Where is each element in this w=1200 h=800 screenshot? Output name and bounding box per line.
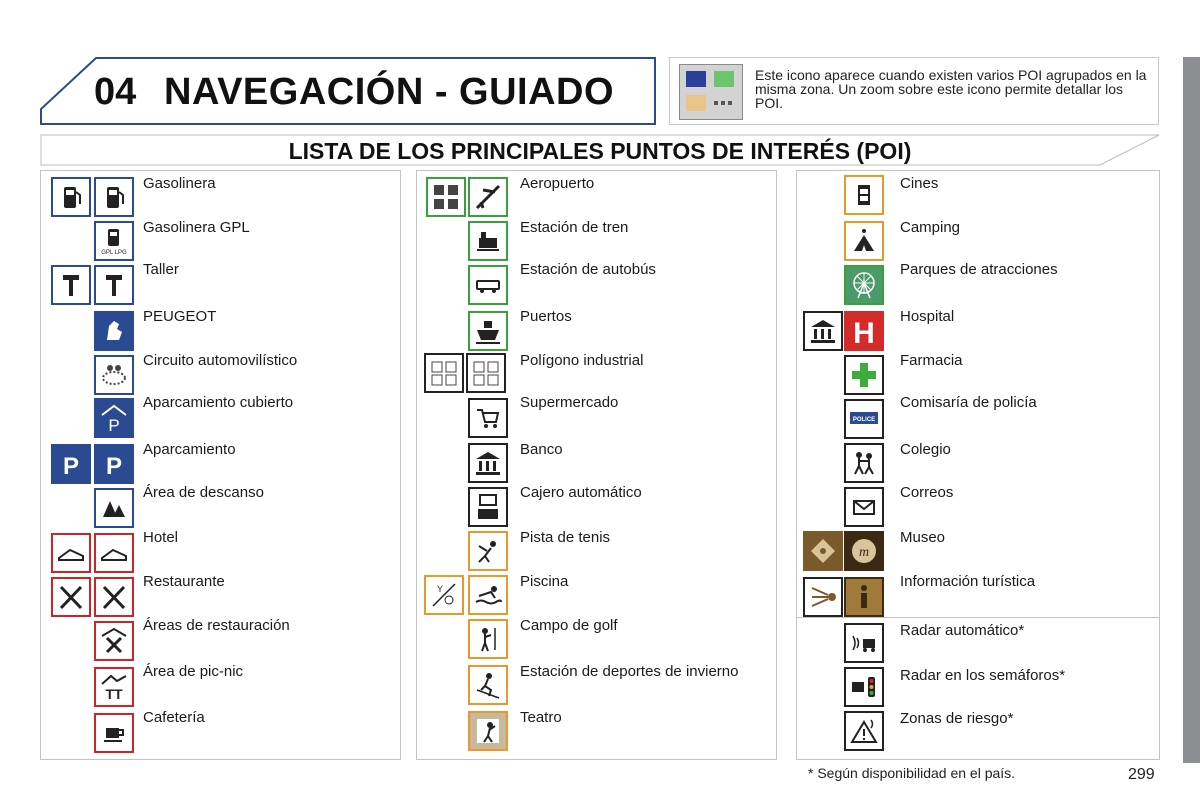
bus-icon bbox=[468, 265, 508, 305]
shopping-cart-icon bbox=[468, 398, 508, 438]
swimming-icon bbox=[468, 575, 508, 615]
envelope-icon bbox=[844, 487, 884, 527]
rest-area-icon bbox=[94, 488, 134, 528]
tennis-icon bbox=[468, 531, 508, 571]
fuel-pump-icon bbox=[94, 177, 134, 217]
poi-label: Museo bbox=[900, 529, 946, 546]
svg-text:H: H bbox=[853, 317, 875, 346]
poi-label: Comisaría de policía bbox=[900, 394, 1037, 411]
poi-label: Puertos bbox=[520, 308, 572, 325]
race-circuit-icon bbox=[94, 355, 134, 395]
monument-icon bbox=[803, 311, 843, 351]
column-divider bbox=[797, 617, 1159, 618]
svg-text:Y: Y bbox=[437, 584, 444, 594]
poi-label: Cafetería bbox=[143, 709, 205, 726]
poi-label: PEUGEOT bbox=[143, 308, 217, 325]
poi-label: Taller bbox=[143, 261, 179, 278]
school-children-icon bbox=[844, 443, 884, 483]
film-icon bbox=[844, 175, 884, 215]
industrial-zone-icon bbox=[466, 353, 506, 393]
poi-column-1 bbox=[40, 170, 401, 760]
poi-label: Área de descanso bbox=[143, 484, 264, 501]
speed-camera-icon bbox=[844, 623, 884, 663]
poi-label: Campo de golf bbox=[520, 617, 618, 634]
museum-m-icon bbox=[844, 531, 884, 571]
atm-icon bbox=[468, 487, 508, 527]
poi-label: Aeropuerto bbox=[520, 175, 595, 192]
poi-label: Polígono industrial bbox=[520, 352, 644, 369]
chapter-title: NAVEGACIÓN - GUIADO bbox=[164, 71, 615, 113]
poi-label: Cines bbox=[900, 175, 939, 192]
bank-icon bbox=[468, 443, 508, 483]
poi-column-3 bbox=[796, 170, 1160, 760]
poi-label: Áreas de restauración bbox=[143, 617, 290, 634]
svg-text:P: P bbox=[62, 453, 80, 479]
poi-label: Piscina bbox=[520, 573, 569, 590]
industrial-zone-icon bbox=[424, 353, 464, 393]
poi-label: Radar en los semáforos* bbox=[900, 667, 1066, 684]
poi-label: Farmacia bbox=[900, 352, 963, 369]
poi-label: Radar automático* bbox=[900, 622, 1025, 639]
grouped-poi-icon bbox=[679, 64, 743, 120]
page-number: 299 bbox=[1128, 766, 1155, 783]
section-header bbox=[40, 134, 1160, 166]
covered-parking-icon bbox=[94, 398, 134, 438]
svg-text:m: m bbox=[858, 545, 870, 560]
gpl-icon-text: GPL LPG bbox=[101, 250, 127, 256]
info-i-icon bbox=[844, 577, 884, 617]
police-icon bbox=[844, 399, 884, 439]
camping-icon bbox=[844, 221, 884, 261]
parking-icon bbox=[94, 444, 134, 484]
poi-label: Gasolinera GPL bbox=[143, 219, 250, 236]
food-area-icon bbox=[94, 621, 134, 661]
poi-label: Gasolinera bbox=[143, 175, 216, 192]
poi-label: Camping bbox=[900, 219, 961, 236]
bed-icon bbox=[94, 533, 134, 573]
peugeot-lion-icon bbox=[94, 311, 134, 351]
poi-label: Estación de deportes de invierno bbox=[520, 663, 739, 680]
footnote: * Según disponibilidad en el país. bbox=[808, 765, 1016, 781]
traffic-light-camera-icon bbox=[844, 667, 884, 707]
svg-text:P: P bbox=[105, 453, 123, 479]
poi-label: Aparcamiento bbox=[143, 441, 236, 458]
theatre-icon bbox=[468, 711, 508, 751]
golf-icon bbox=[468, 619, 508, 659]
fork-knife-icon bbox=[51, 577, 91, 617]
fuel-pump-icon bbox=[51, 177, 91, 217]
poi-label: Información turística bbox=[900, 573, 1036, 590]
poi-label: Aparcamiento cubierto bbox=[143, 394, 294, 411]
police-icon-text: POLICE bbox=[852, 417, 876, 423]
wrench-icon bbox=[94, 265, 134, 305]
tourist-sight-icon bbox=[803, 577, 843, 617]
picnic-icon bbox=[94, 667, 134, 707]
poi-label: Teatro bbox=[520, 709, 562, 726]
poi-label: Hospital bbox=[900, 308, 955, 325]
museum-diamond-icon bbox=[803, 531, 843, 571]
hospital-h-icon bbox=[844, 311, 884, 351]
poi-label: Cajero automático bbox=[520, 484, 642, 501]
airplane-icon bbox=[468, 177, 508, 217]
transport-group-icon bbox=[426, 177, 466, 217]
poi-label: Pista de tenis bbox=[520, 529, 611, 546]
poi-label: Restaurante bbox=[143, 573, 225, 590]
note-box bbox=[669, 57, 1159, 125]
bed-icon bbox=[51, 533, 91, 573]
poi-label: Supermercado bbox=[520, 394, 619, 411]
poi-label: Colegio bbox=[900, 441, 951, 458]
poi-label: Parques de atracciones bbox=[900, 261, 1058, 278]
poi-label: Correos bbox=[900, 484, 954, 501]
svg-text:TT: TT bbox=[105, 686, 123, 702]
chapter-number: 04 bbox=[94, 71, 137, 113]
poi-label: Banco bbox=[520, 441, 563, 458]
poi-column-2 bbox=[416, 170, 777, 760]
poi-label: Área de pic-nic bbox=[143, 663, 244, 680]
pharmacy-cross-icon bbox=[844, 355, 884, 395]
side-tab bbox=[1183, 57, 1200, 763]
poi-label: Circuito automovilístico bbox=[143, 352, 298, 369]
svg-text:P: P bbox=[108, 416, 120, 433]
fork-knife-icon bbox=[94, 577, 134, 617]
poi-label: Hotel bbox=[143, 529, 179, 546]
wrench-icon bbox=[51, 265, 91, 305]
parking-icon bbox=[51, 444, 91, 484]
gpl-fuel-icon bbox=[94, 221, 134, 261]
ship-icon bbox=[468, 311, 508, 351]
ferris-wheel-icon bbox=[844, 265, 884, 305]
section-title: LISTA DE LOS PRINCIPALES PUNTOS DE INTERÉS (POI) bbox=[288, 138, 912, 164]
coffee-cup-icon bbox=[94, 713, 134, 753]
poi-label: Estación de autobús bbox=[520, 261, 656, 278]
skiing-icon bbox=[468, 665, 508, 705]
sports-group-icon bbox=[424, 575, 464, 615]
poi-label: Estación de tren bbox=[520, 219, 629, 236]
note-text: Este icono aparece cuando existen varios POI agrupados en la misma zona. Un zoom sobre este icono permite detallar los POI. bbox=[755, 67, 1147, 111]
train-icon bbox=[468, 221, 508, 261]
poi-label: Zonas de riesgo* bbox=[900, 710, 1014, 727]
chapter-header bbox=[40, 57, 656, 125]
risk-zone-icon bbox=[844, 711, 884, 751]
